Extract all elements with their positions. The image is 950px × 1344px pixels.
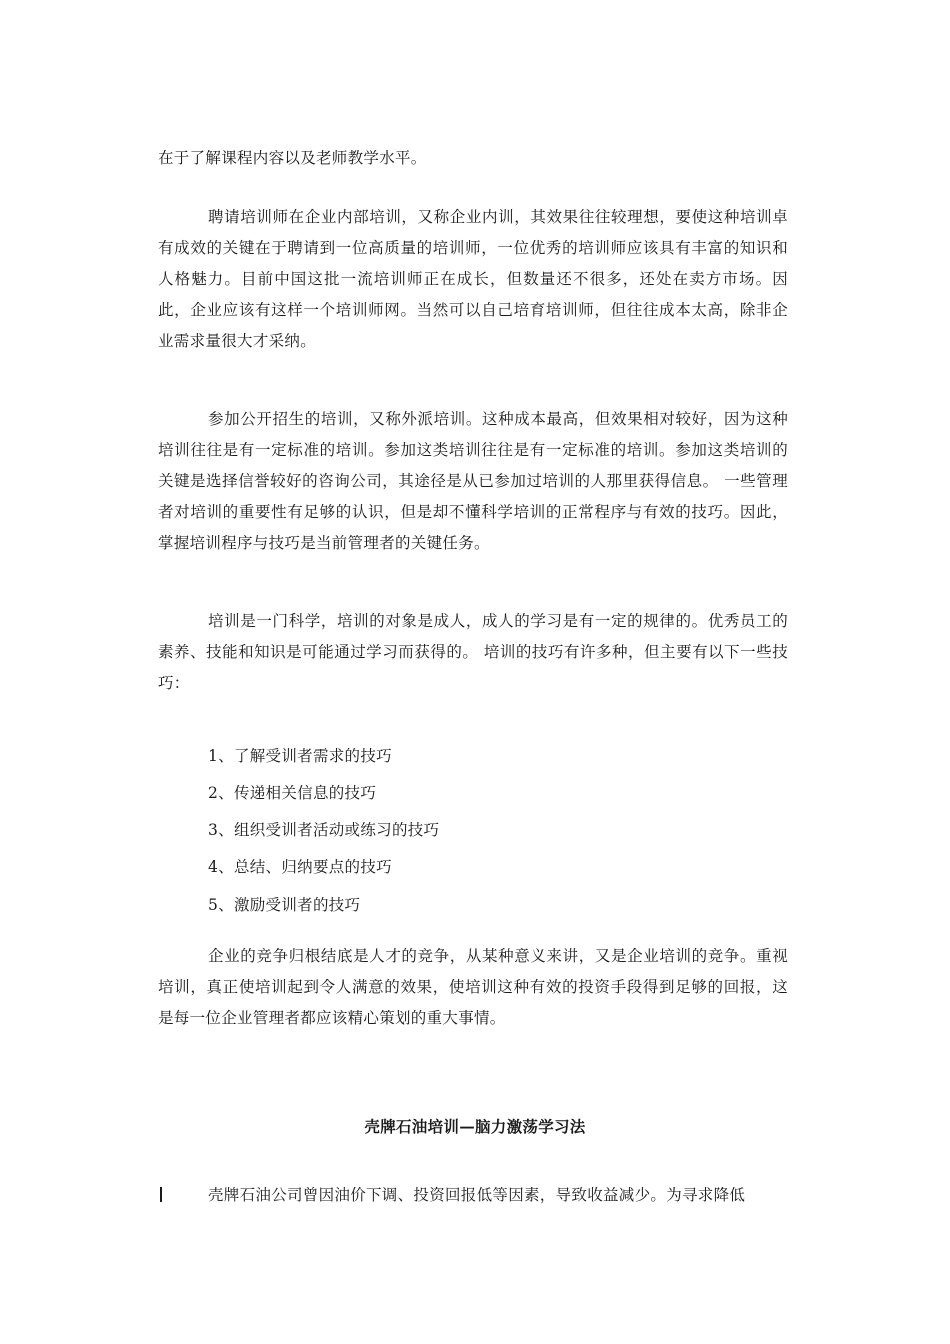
list-item: 1、了解受训者需求的技巧 <box>208 747 392 765</box>
list-item: 2、传递相关信息的技巧 <box>208 784 377 802</box>
paragraph-hire-trainer: 聘请培训师在企业内部培训，又称企业内训，其效果往往较理想，要使这种培训卓有成效的关键在于聘请到一位高质量的培训师，一位优秀的培训师应该具有丰富的知识和人格魅力。目前中国这批一流培训师正在成长，但数量还不很多，还处在卖方市场。因此，企业应该有这样一个培训师网。当然可以自己培育培训师，但往往成本太高，除非企业需求量很大才采纳。 <box>158 208 788 350</box>
list-item: 5、激励受训者的技巧 <box>208 896 361 914</box>
paragraph-shell-intro: 壳牌石油公司曾因油价下调、投资回报低等因素，导致收益减少。为寻求降低 <box>208 1186 746 1204</box>
paragraph-course-content: 在于了解课程内容以及老师教学水平。 <box>158 149 427 167</box>
paragraph-training-science: 培训是一门科学，培训的对象是成人，成人的学习是有一定的规律的。优秀员工的素养、技能和知识是可能通过学习而获得的。 培训的技巧有许多种，但主要有以下一些技巧： <box>158 612 788 692</box>
paragraph-competition: 企业的竞争归根结底是人才的竞争，从某种意义来讲，又是企业培训的竞争。重视培训，真正使培训起到令人满意的效果，使培训这种有效的投资手段得到足够的回报，这是每一位企业管理者都应该精心策划的重大事情。 <box>158 947 788 1027</box>
list-item: 3、组织受训者活动或练习的技巧 <box>208 821 440 839</box>
paragraph-public-training: 参加公开招生的培训，又称外派培训。这种成本最高，但效果相对较好，因为这种培训往往是有一定标准的培训。参加这类培训往往是有一定标准的培训。参加这类培训的关键是选择信誉较好的咨询公司，其途径是从已参加过培训的人那里获得信息。 一些管理者对培训的重要性有足够的认识，但是却不懂科学培训的正常程序与有效的技巧。因此，掌握培训程序与技巧是当前管理者的关键任务。 <box>158 410 788 552</box>
section-heading: 壳牌石油培训—脑力激荡学习法 <box>364 1117 586 1136</box>
list-item: 4、总结、归纳要点的技巧 <box>208 858 392 876</box>
